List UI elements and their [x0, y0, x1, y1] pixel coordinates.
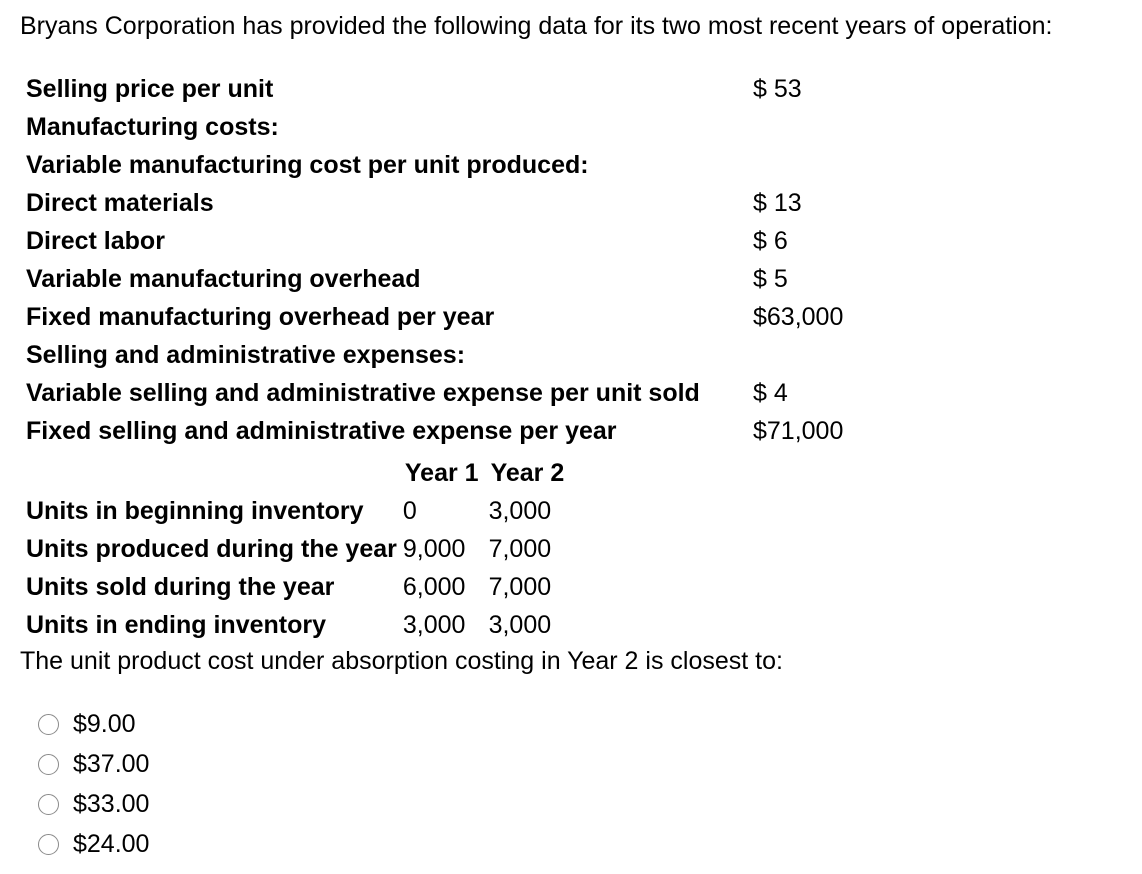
table-row: [20, 108, 849, 146]
question-text: The unit product cost under absorption costing in Year 2 is closest to:: [20, 647, 783, 675]
row-value: [747, 336, 849, 374]
table-row: [20, 568, 570, 606]
table-row: [20, 298, 849, 336]
year-1-value: 3,000: [402, 610, 466, 639]
header-year-2: Year 2: [490, 458, 565, 487]
radio-button[interactable]: [38, 794, 59, 815]
table-row: [20, 606, 570, 644]
year-1-value: 0: [402, 496, 417, 525]
row-label: Variable manufacturing overhead: [26, 264, 421, 293]
intro-text: Bryans Corporation has provided the following data for its two most recent years of operation:: [20, 12, 1053, 40]
table-row: [20, 492, 570, 530]
header-year-1: Year 1: [404, 458, 479, 487]
year-2-value: 7,000: [488, 572, 552, 601]
answer-option[interactable]: [38, 744, 149, 784]
answer-options: [38, 704, 149, 864]
row-value: $ 4: [753, 378, 788, 407]
answer-option[interactable]: [38, 824, 149, 864]
row-label: Variable selling and administrative expense per unit sold: [26, 378, 700, 407]
row-label: Units produced during the year: [26, 534, 397, 563]
year-2-value: 3,000: [488, 610, 552, 639]
answer-option[interactable]: [38, 784, 149, 824]
table-row: [20, 374, 849, 412]
units-table: [20, 454, 570, 644]
table-row: [20, 146, 849, 184]
table-row: [20, 260, 849, 298]
row-value: $ 13: [753, 188, 802, 217]
radio-button[interactable]: [38, 714, 59, 735]
row-value: $ 5: [753, 264, 788, 293]
row-label: Units sold during the year: [26, 572, 335, 601]
row-value: [747, 108, 849, 146]
table-row: [20, 336, 849, 374]
radio-button[interactable]: [38, 754, 59, 775]
table-row: [20, 530, 570, 568]
header-empty: [20, 454, 399, 492]
row-label: Manufacturing costs:: [26, 112, 279, 141]
radio-button[interactable]: [38, 834, 59, 855]
row-label: Fixed selling and administrative expense per year: [26, 416, 617, 445]
year-1-value: 9,000: [402, 534, 466, 563]
row-value: [747, 146, 849, 184]
row-label: Units in ending inventory: [26, 610, 327, 639]
cost-data-table: [20, 70, 849, 450]
row-label: Fixed manufacturing overhead per year: [26, 302, 495, 331]
row-label: Direct materials: [26, 188, 214, 217]
table-row: [20, 184, 849, 222]
row-label: Selling and administrative expenses:: [26, 340, 466, 369]
option-label[interactable]: $37.00: [73, 750, 150, 778]
option-label[interactable]: $24.00: [73, 830, 150, 858]
year-1-value: 6,000: [402, 572, 466, 601]
table-row: [20, 412, 849, 450]
table-header-row: [20, 454, 570, 492]
row-value: $ 53: [753, 74, 802, 103]
row-value: $71,000: [753, 416, 844, 445]
row-label: Selling price per unit: [26, 74, 274, 103]
answer-option[interactable]: [38, 704, 149, 744]
row-value: $63,000: [753, 302, 844, 331]
option-label[interactable]: $9.00: [73, 710, 136, 738]
row-label: Units in beginning inventory: [26, 496, 364, 525]
row-label: Direct labor: [26, 226, 165, 255]
table-row: [20, 70, 849, 108]
option-label[interactable]: $33.00: [73, 790, 150, 818]
year-2-value: 7,000: [488, 534, 552, 563]
row-label: Variable manufacturing cost per unit produced:: [26, 150, 589, 179]
table-row: [20, 222, 849, 260]
row-value: $ 6: [753, 226, 788, 255]
year-2-value: 3,000: [488, 496, 552, 525]
